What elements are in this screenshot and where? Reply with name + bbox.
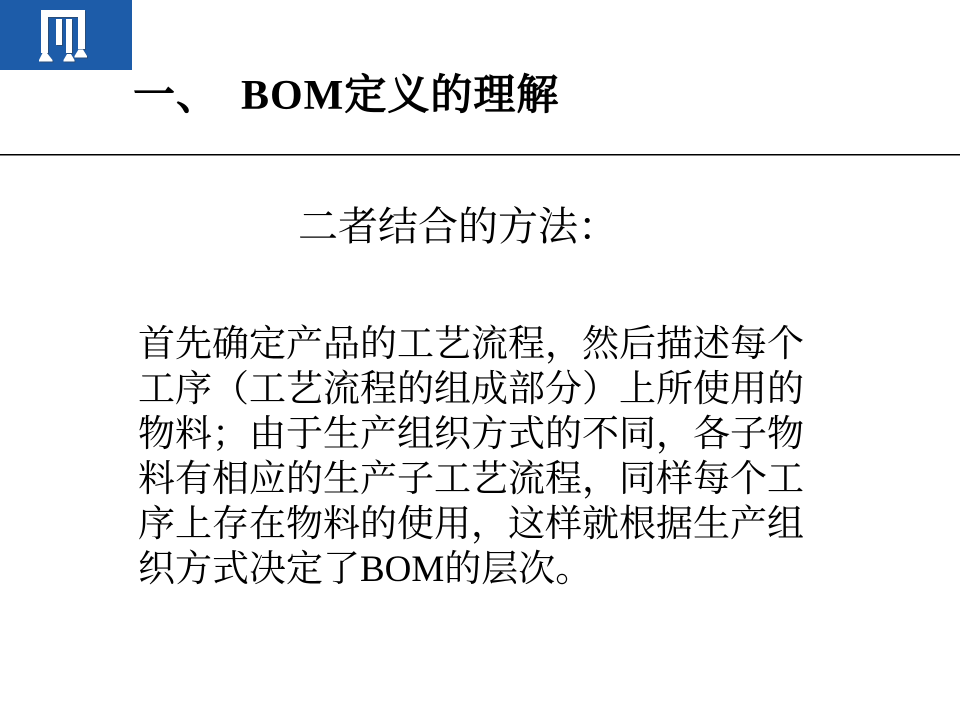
body-line: 首先确定产品的工艺流程，然后描述每个 (138, 324, 804, 365)
slide-title: 一、 BOM定义的理解 (133, 73, 560, 119)
body-line: 序上存在物料的使用，这样就根据生产组 (138, 504, 804, 545)
slide-subtitle: 二者结合的方法： (298, 204, 618, 249)
body-line: 料有相应的生产子工艺流程，同样每个工 (138, 459, 804, 500)
company-logo (0, 0, 132, 70)
body-line: 物料；由于生产组织方式的不同，各子物 (138, 414, 804, 455)
body-line: 工序（工艺流程的组成部分）上所使用的 (138, 369, 804, 410)
title-divider (0, 154, 960, 156)
body-line: 织方式决定了BOM的层次。 (138, 549, 593, 590)
pillars-gate-icon (39, 10, 87, 62)
body-paragraph (138, 322, 860, 592)
